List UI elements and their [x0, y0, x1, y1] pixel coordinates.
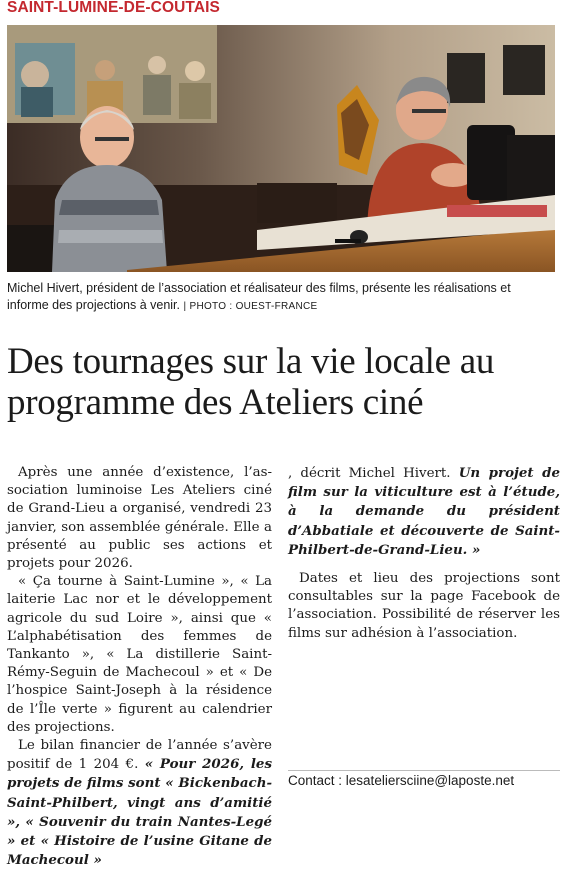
- paragraph-dates: Dates et lieu des projections sont consultables sur la page Facebook de l’association. Possibilité de réserver les films sur adhésion à l’association.: [288, 571, 560, 641]
- contact-line: [288, 770, 560, 788]
- contact-label: Contact :: [288, 773, 343, 788]
- article-column-1: [7, 464, 272, 870]
- finance-text: Le bilan financier de l’année s’avère positif de 1 204 €.: [7, 738, 272, 773]
- paragraph-projects-cont: [288, 464, 560, 560]
- projects-quote: « Pour 2026, les projets de films sont « Bickenbach-Saint-Philbert, vingt ans d’amitié », « Souvenir du train Nantes-Legé » et « Histoire de l’usine Gitane de Machecoul »: [7, 756, 272, 869]
- attribution-text: , décrit Michel Hivert.: [288, 466, 459, 481]
- viticulture-quote: Un projet de film sur la viticulture est à l’étude, à la demande du président d’Abbatiale et découverte de Saint-Philbert-de-Grand-Lieu. »: [288, 465, 560, 558]
- paragraph-intro: Après une année d’existence, l’association luminoise Les Ateliers ciné de Grand-Lieu a organisé, vendredi 23 janvier, son assemblée générale. Elle a présenté au public ses actions et projets pour 2026.: [7, 465, 272, 572]
- paragraph-finance: [7, 737, 272, 870]
- paragraph-films: « Ça tourne à Saint-Lumine », « La laiterie Lac nor et le développement agricole du sud Loire », ainsi que « L’alphabétisation des femmes de Tankanto », « La distillerie Saint-Rémy-Seguin de Machecoul » et « De l’hospice Saint-Joseph à la résidence de l’Île verte » figurent au calendrier des projections.: [7, 574, 272, 735]
- article-photo: [7, 25, 555, 272]
- section-kicker: SAINT-LUMINE-DE-COUTAIS: [7, 0, 220, 16]
- photo-caption: [7, 280, 555, 315]
- photo-credit: | PHOTO : OUEST-FRANCE: [183, 301, 318, 312]
- contact-email[interactable]: lesateliersciine@laposte.net: [345, 773, 515, 788]
- caption-text: Michel Hivert, président de l’association et réalisateur des films, présente les réalisations et informe des projections à venir.: [7, 281, 511, 312]
- meeting-photo-illustration: [7, 25, 555, 272]
- article-headline: Des tournages sur la vie locale au programme des Ateliers ciné: [7, 341, 495, 423]
- article-column-2: [288, 464, 560, 643]
